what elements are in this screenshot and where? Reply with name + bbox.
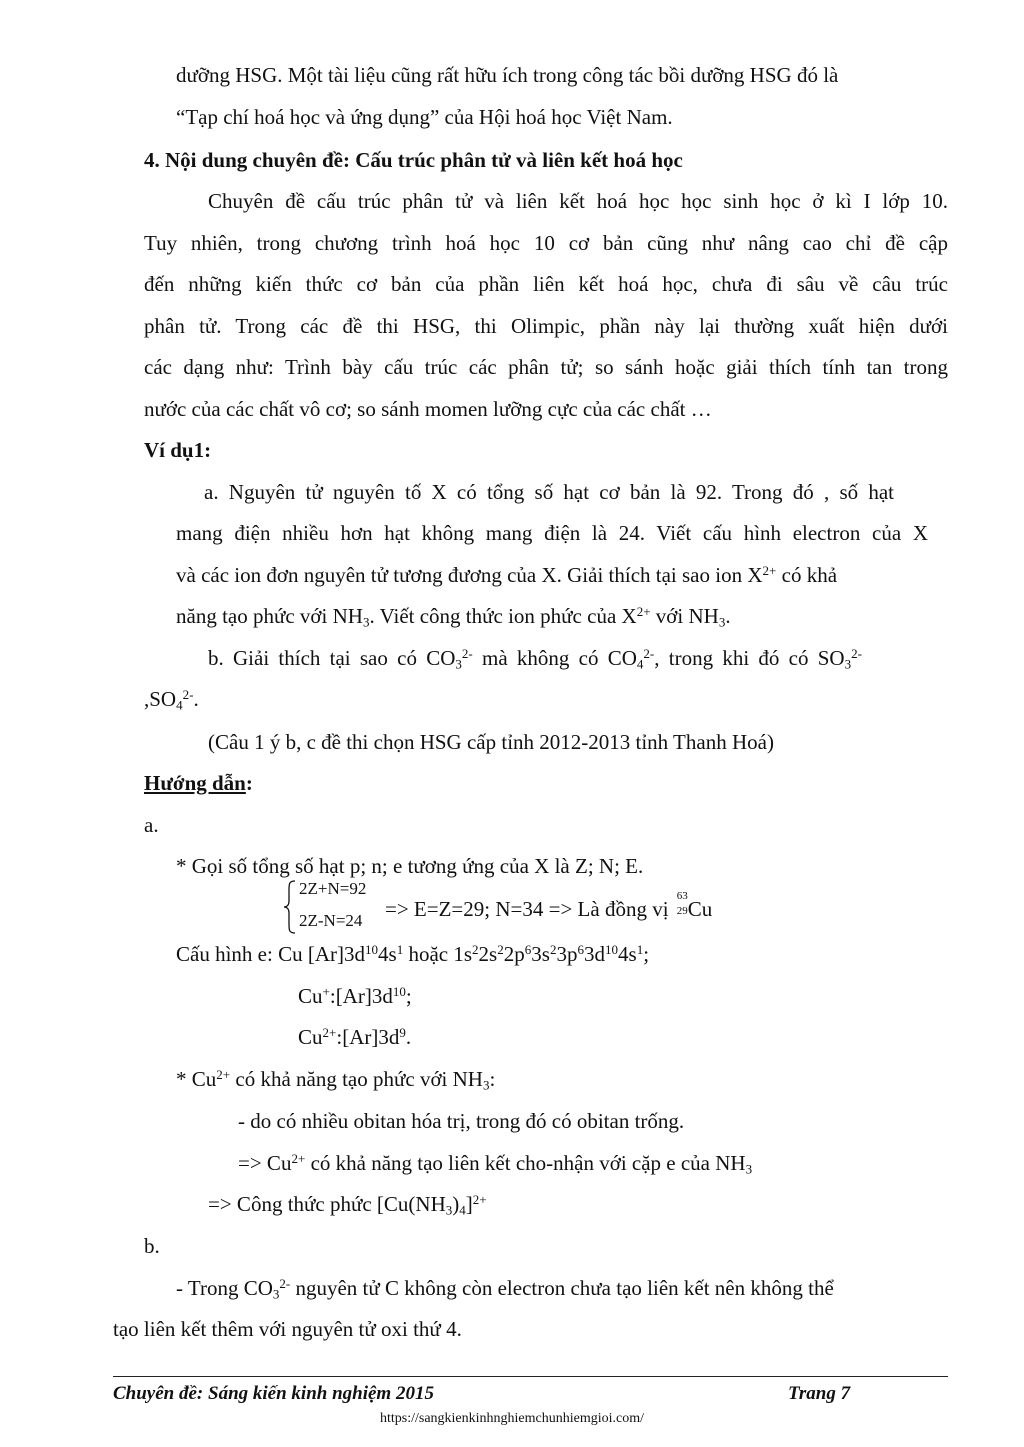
call-line: * Gọi số tổng số hạt p; n; e tương ứng của X là Z; N; E. bbox=[176, 854, 644, 878]
footer-divider bbox=[113, 1376, 948, 1377]
source-citation: (Câu 1 ý b, c đề thi chọn HSG cấp tỉnh 2012-2013 tỉnh Thanh Hoá) bbox=[208, 730, 774, 754]
equation-2: 2Z-N=24 bbox=[299, 911, 363, 930]
intro-line-2: “Tạp chí hoá học và ứng dụng” của Hội hoá học Việt Nam. bbox=[176, 105, 673, 129]
section-heading: 4. Nội dung chuyên đề: Cấu trúc phân tử và liên kết hoá học bbox=[144, 148, 683, 172]
paragraph-line-2: Tuy nhiên, trong chương trình hoá học 10 cơ bản cũng như nâng cao chỉ đề cập bbox=[144, 231, 948, 255]
paragraph-line-1: Chuyên đề cấu trúc phân tử và liên kết hoá học học sinh học ở kì I lớp 10. bbox=[208, 189, 948, 213]
equation-system bbox=[283, 880, 383, 934]
complex-ability-line: * $Cu^{2+}$ có khả năng tạo phức với $NH_3$: bbox=[176, 1066, 496, 1093]
example-b-line-2: $,SO_4^{2-}$. bbox=[144, 686, 199, 713]
paragraph-line-4: phân tử. Trong các đề thi HSG, thi Olimpic, phần này lại thường xuất hiện dưới bbox=[144, 314, 948, 338]
example-a-line-2: mang điện nhiều hơn hạt không mang điện là 24. Viết cấu hình electron của X bbox=[176, 521, 928, 545]
label-a: a. bbox=[144, 813, 159, 837]
paragraph-line-5: các dạng như: Trình bày cấu trúc các phân tử; so sánh hoặc giải thích tính tan trong bbox=[144, 355, 948, 379]
paragraph-line-6: nước của các chất vô cơ; so sánh momen lưỡng cực của các chất … bbox=[144, 397, 712, 421]
equation-1: 2Z+N=92 bbox=[299, 879, 367, 898]
electron-config: Cấu hình e: Cu $[Ar]3d^{10}4s^1$ hoặc $1s^22s^22p^63s^23p^63d^{10}4s^1$; bbox=[176, 941, 650, 966]
b-answer-line-1: - Trong $CO_3^{2-}$ nguyên tử C không còn electron chưa tạo liên kết nên không thể bbox=[176, 1275, 834, 1302]
complex-formula: => Công thức phức $[Cu(NH_3)_4]^{2+}$ bbox=[208, 1191, 487, 1218]
example-b-line-1: b. Giải thích tại sao có $CO_3^{2-}$ mà không có $CO_4^{2-}$, trong khi đó có $SO_3^{2-}$ bbox=[208, 645, 862, 672]
example-a-line-1: a. Nguyên tử nguyên tố X có tổng số hạt cơ bản là 92. Trong đó , số hạt bbox=[204, 480, 894, 504]
reason-line-1: - do có nhiều obitan hóa trị, trong đó có obitan trống. bbox=[238, 1109, 685, 1133]
page-number: Trang 7 bbox=[788, 1383, 851, 1404]
nuclide-notation: 63 29 bbox=[676, 890, 688, 917]
example-a-line-4: năng tạo phức với $NH_3$. Viết công thức ion phức của $X^{2+}$ với $NH_3$. bbox=[176, 603, 731, 630]
left-brace-icon bbox=[283, 880, 297, 934]
guide-heading: Hướng dẫn: bbox=[144, 771, 253, 795]
label-b: b. bbox=[144, 1234, 160, 1258]
intro-line-1: dưỡng HSG. Một tài liệu cũng rất hữu ích trong công tác bồi dưỡng HSG đó là bbox=[176, 63, 839, 87]
footer-title: Chuyên đề: Sáng kiến kinh nghiệm 2015 bbox=[113, 1383, 434, 1404]
example-a-line-3: và các ion đơn nguyên tử tương đương của X. Giải thích tại sao ion $X^{2+}$ có khả bbox=[176, 562, 838, 587]
footer-url[interactable]: https://sangkienkinhnghiemchunhiemgioi.com/ bbox=[379, 1411, 645, 1426]
example-title: Ví dụ1: bbox=[144, 438, 212, 462]
b-answer-line-2: tạo liên kết thêm với nguyên tử oxi thứ 4. bbox=[113, 1317, 462, 1341]
system-result: => E=Z=29; N=34 => Là đồng vị 63 29 Cu bbox=[385, 890, 713, 921]
cu-plus-config: $Cu^+:[Ar]3d^{10}$; bbox=[298, 983, 412, 1008]
cu-2plus-config: $Cu^{2+}:[Ar]3d^9$. bbox=[298, 1024, 412, 1049]
paragraph-line-3: đến những kiến thức cơ bản của phần liên kết hoá học, chưa đi sâu về câu trúc bbox=[144, 272, 948, 296]
reason-line-2: => $Cu^{2+}$ có khả năng tạo liên kết cho-nhận với cặp e của $NH_3$ bbox=[238, 1150, 753, 1177]
